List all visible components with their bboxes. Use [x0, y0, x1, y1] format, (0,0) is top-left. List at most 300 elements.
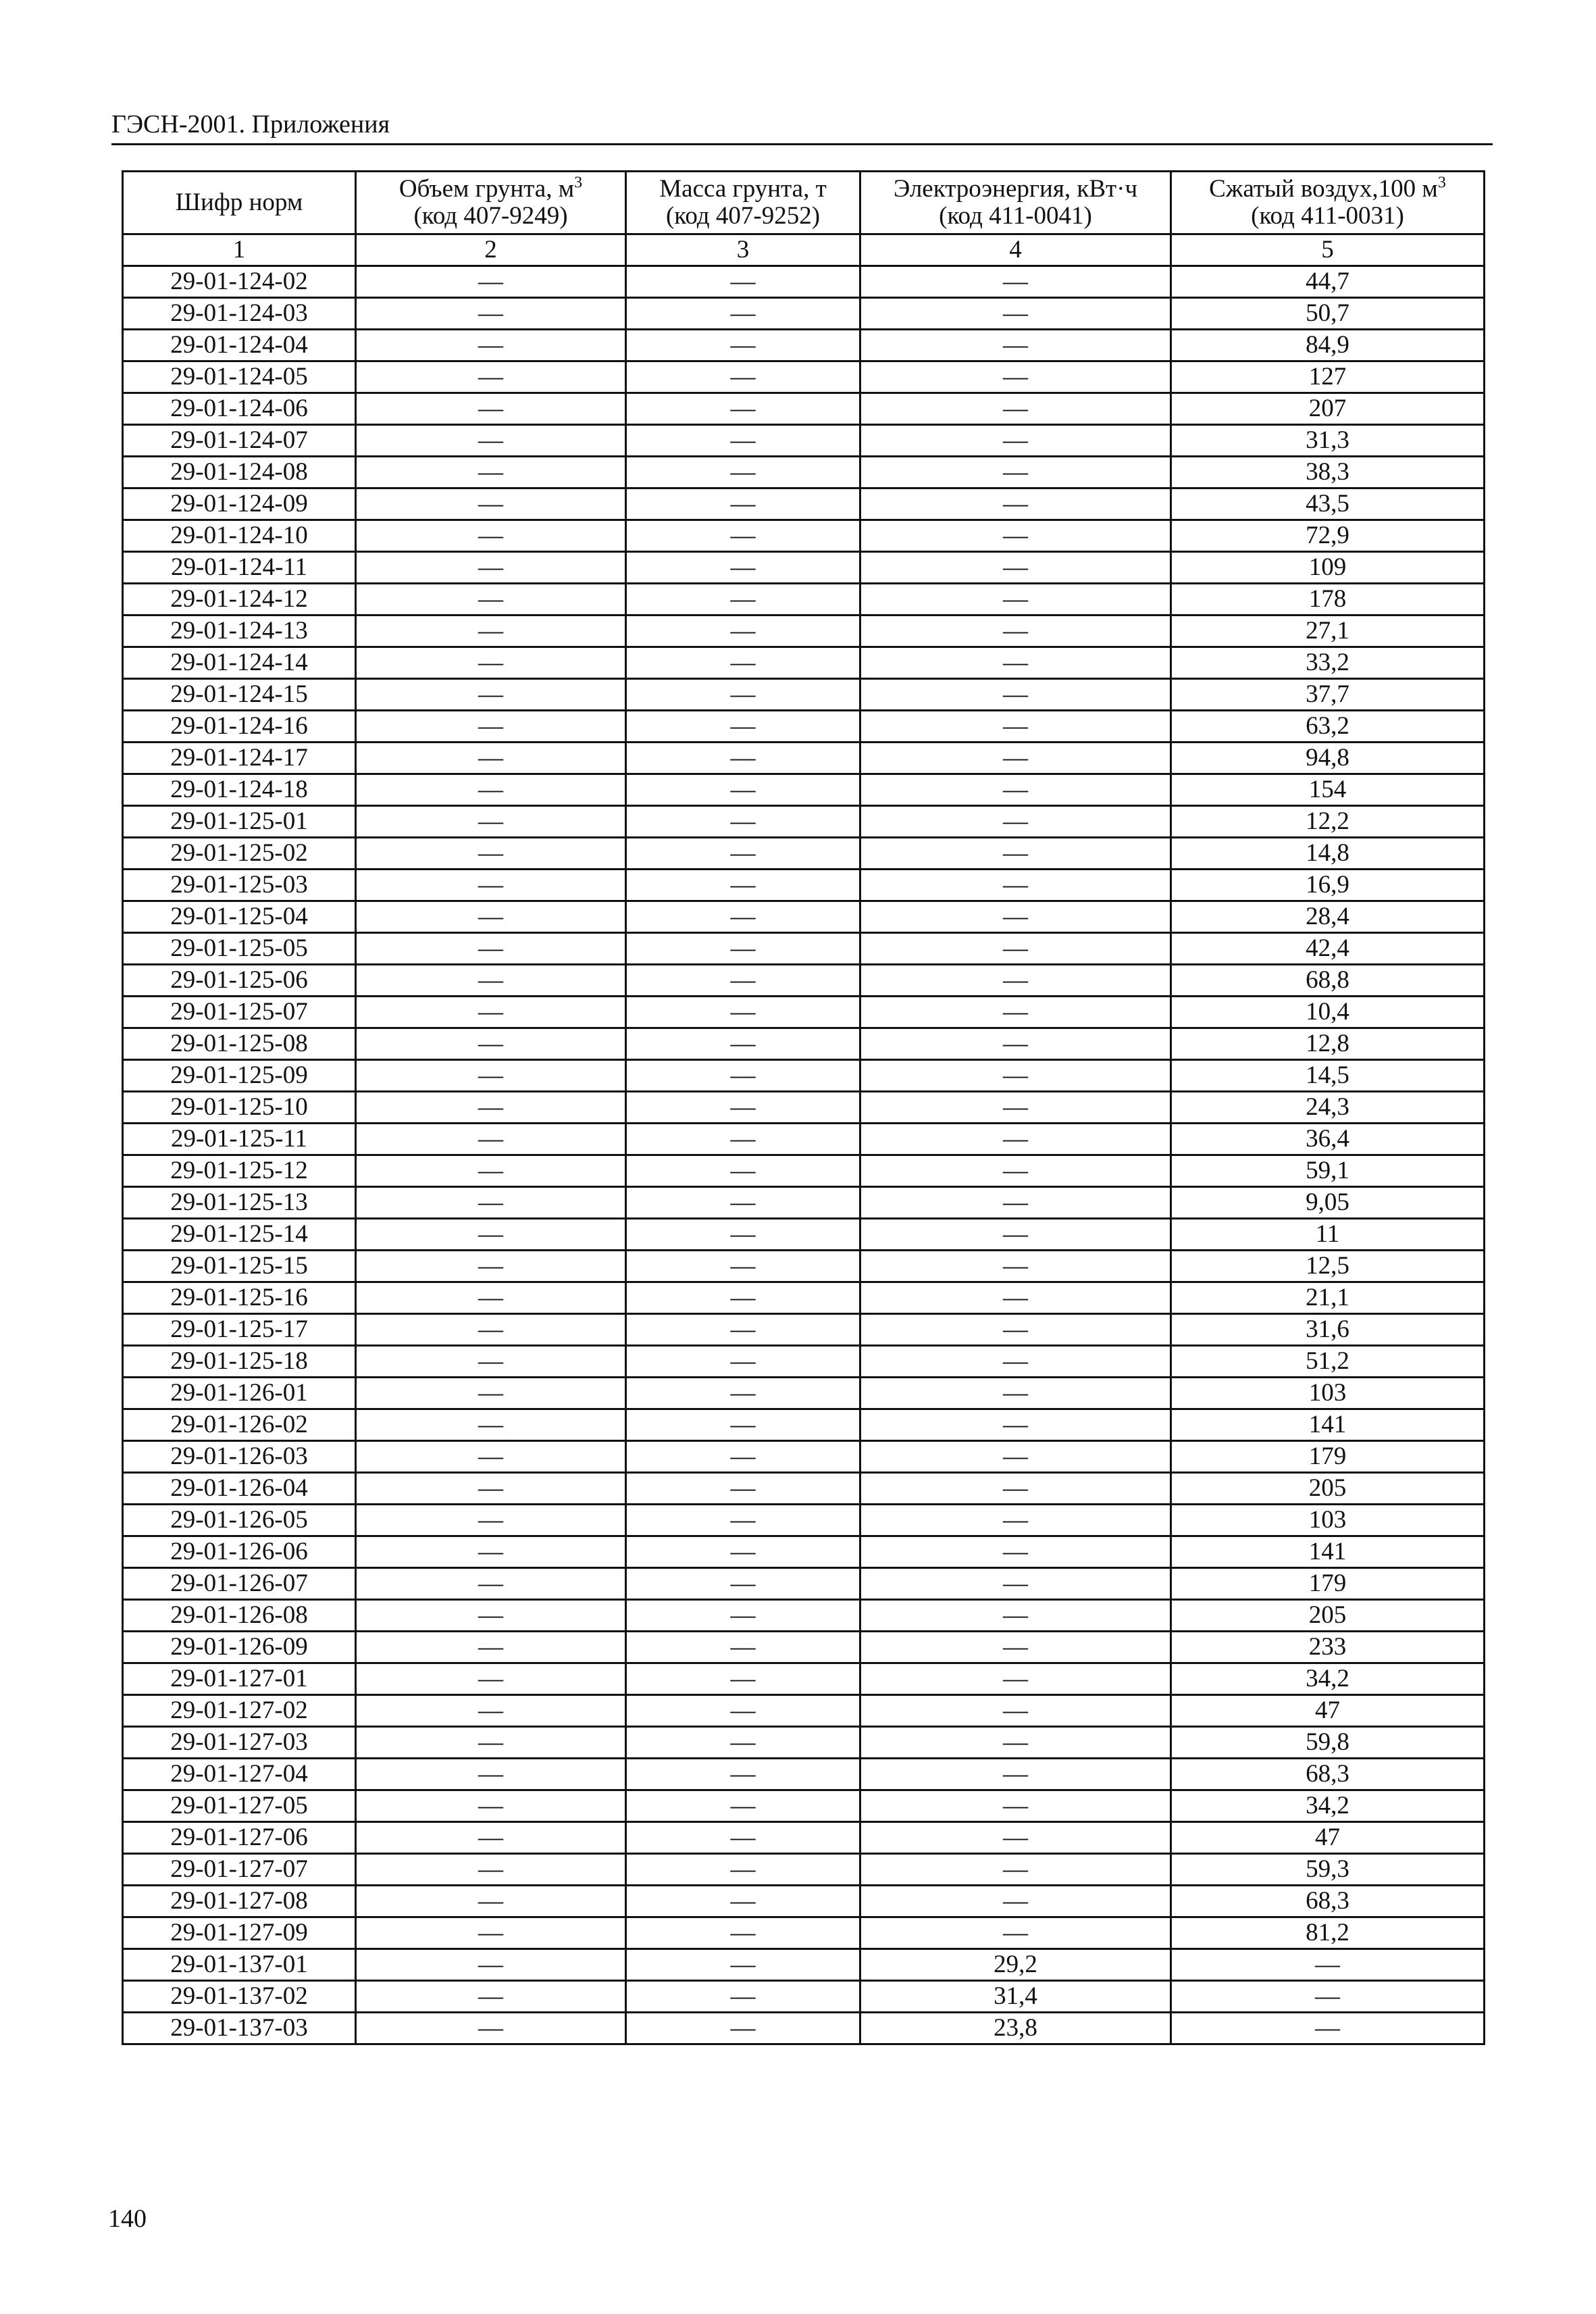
compressed-air-cell: 63,2	[1171, 711, 1485, 743]
soil-volume-cell: —	[356, 1695, 626, 1727]
electricity-cell: —	[860, 997, 1171, 1028]
table-row	[123, 647, 1485, 679]
soil-mass-cell: —	[626, 1727, 860, 1759]
electricity-cell: —	[860, 298, 1171, 330]
soil-volume-cell: —	[356, 1378, 626, 1409]
norm-code-cell: 29-01-124-12	[123, 584, 356, 615]
norm-code-cell: 29-01-126-03	[123, 1441, 356, 1473]
table-row	[123, 584, 1485, 615]
compressed-air-cell: 28,4	[1171, 901, 1485, 933]
table-row	[123, 1378, 1485, 1409]
soil-volume-cell: —	[356, 1727, 626, 1759]
electricity-cell: —	[860, 488, 1171, 520]
compressed-air-cell: 21,1	[1171, 1282, 1485, 1314]
soil-volume-cell: —	[356, 2013, 626, 2044]
norm-code-cell: 29-01-125-18	[123, 1346, 356, 1378]
compressed-air-cell: 94,8	[1171, 743, 1485, 774]
table-row	[123, 1663, 1485, 1695]
soil-volume-cell: —	[356, 806, 626, 838]
table-row	[123, 1219, 1485, 1251]
compressed-air-cell: —	[1171, 1949, 1485, 1981]
soil-volume-cell: —	[356, 1759, 626, 1790]
soil-mass-cell: —	[626, 933, 860, 965]
compressed-air-cell: 12,8	[1171, 1028, 1485, 1060]
electricity-cell: —	[860, 1060, 1171, 1092]
norm-code-cell: 29-01-127-08	[123, 1886, 356, 1917]
norm-code-cell: 29-01-126-07	[123, 1568, 356, 1600]
soil-volume-cell: —	[356, 1473, 626, 1505]
soil-volume-cell: —	[356, 838, 626, 870]
electricity-cell: —	[860, 1378, 1171, 1409]
norm-code-cell: 29-01-125-12	[123, 1155, 356, 1187]
soil-volume-cell: —	[356, 1060, 626, 1092]
table-row	[123, 1600, 1485, 1632]
electricity-cell: —	[860, 1790, 1171, 1822]
norm-code-cell: 29-01-125-16	[123, 1282, 356, 1314]
soil-volume-cell: —	[356, 1124, 626, 1155]
compressed-air-cell: 47	[1171, 1822, 1485, 1854]
soil-volume-cell: —	[356, 361, 626, 393]
norm-code-cell: 29-01-124-15	[123, 679, 356, 711]
table-row	[123, 997, 1485, 1028]
soil-mass-cell: —	[626, 1346, 860, 1378]
soil-mass-cell: —	[626, 584, 860, 615]
compressed-air-cell: 127	[1171, 361, 1485, 393]
norm-code-cell: 29-01-124-13	[123, 615, 356, 647]
soil-mass-cell: —	[626, 488, 860, 520]
compressed-air-cell: 31,6	[1171, 1314, 1485, 1346]
table-row	[123, 552, 1485, 584]
table-row	[123, 1282, 1485, 1314]
table-row	[123, 1695, 1485, 1727]
table-row	[123, 1346, 1485, 1378]
soil-volume-cell: —	[356, 552, 626, 584]
soil-volume-cell: —	[356, 965, 626, 997]
norm-code-cell: 29-01-126-08	[123, 1600, 356, 1632]
norm-code-cell: 29-01-124-06	[123, 393, 356, 425]
soil-mass-cell: —	[626, 1473, 860, 1505]
column-number: 3	[626, 234, 860, 266]
soil-mass-cell: —	[626, 1155, 860, 1187]
soil-volume-cell: —	[356, 1155, 626, 1187]
norm-code-cell: 29-01-127-04	[123, 1759, 356, 1790]
soil-mass-cell: —	[626, 1759, 860, 1790]
soil-mass-cell: —	[626, 997, 860, 1028]
compressed-air-cell: 47	[1171, 1695, 1485, 1727]
soil-mass-cell: —	[626, 266, 860, 298]
compressed-air-cell: 141	[1171, 1536, 1485, 1568]
soil-mass-cell: —	[626, 1854, 860, 1886]
soil-mass-cell: —	[626, 1695, 860, 1727]
compressed-air-cell: 34,2	[1171, 1790, 1485, 1822]
electricity-cell: —	[860, 1727, 1171, 1759]
soil-volume-cell: —	[356, 425, 626, 457]
soil-mass-cell: —	[626, 870, 860, 901]
table-row	[123, 1917, 1485, 1949]
soil-volume-cell: —	[356, 743, 626, 774]
norms-table	[122, 170, 1485, 2045]
soil-volume-cell: —	[356, 1505, 626, 1536]
soil-volume-cell: —	[356, 1092, 626, 1124]
norm-code-cell: 29-01-127-09	[123, 1917, 356, 1949]
column-number: 5	[1171, 234, 1485, 266]
compressed-air-cell: 59,3	[1171, 1854, 1485, 1886]
table-row	[123, 774, 1485, 806]
norm-code-cell: 29-01-125-06	[123, 965, 356, 997]
electricity-cell: —	[860, 1124, 1171, 1155]
compressed-air-cell: 27,1	[1171, 615, 1485, 647]
soil-volume-cell: —	[356, 1536, 626, 1568]
column-header-code-ref: (код 407-9249)	[413, 202, 568, 230]
compressed-air-cell: 16,9	[1171, 870, 1485, 901]
soil-mass-cell: —	[626, 1600, 860, 1632]
table-row	[123, 1949, 1485, 1981]
norm-code-cell: 29-01-125-14	[123, 1219, 356, 1251]
norm-code-cell: 29-01-137-01	[123, 1949, 356, 1981]
norm-code-cell: 29-01-125-01	[123, 806, 356, 838]
norm-code-cell: 29-01-124-18	[123, 774, 356, 806]
compressed-air-cell: —	[1171, 1981, 1485, 2013]
soil-volume-cell: —	[356, 711, 626, 743]
table-row	[123, 361, 1485, 393]
electricity-cell: —	[860, 266, 1171, 298]
electricity-cell: 29,2	[860, 1949, 1171, 1981]
table-row	[123, 1632, 1485, 1663]
electricity-cell: —	[860, 838, 1171, 870]
table-row	[123, 1854, 1485, 1886]
table-row	[123, 1155, 1485, 1187]
norm-code-cell: 29-01-125-08	[123, 1028, 356, 1060]
soil-mass-cell: —	[626, 361, 860, 393]
table-row	[123, 1886, 1485, 1917]
compressed-air-cell: 154	[1171, 774, 1485, 806]
electricity-cell: —	[860, 1251, 1171, 1282]
electricity-cell: —	[860, 330, 1171, 361]
norm-code-cell: 29-01-124-02	[123, 266, 356, 298]
compressed-air-cell: 178	[1171, 584, 1485, 615]
electricity-cell: —	[860, 1632, 1171, 1663]
compressed-air-cell: —	[1171, 2013, 1485, 2044]
soil-mass-cell: —	[626, 1409, 860, 1441]
page-header-title: ГЭСН-2001. Приложения	[111, 110, 390, 139]
compressed-air-cell: 179	[1171, 1568, 1485, 1600]
soil-mass-cell: —	[626, 1886, 860, 1917]
compressed-air-cell: 141	[1171, 1409, 1485, 1441]
electricity-cell: —	[860, 393, 1171, 425]
electricity-cell: —	[860, 1346, 1171, 1378]
norm-code-cell: 29-01-127-02	[123, 1695, 356, 1727]
compressed-air-cell: 68,3	[1171, 1759, 1485, 1790]
compressed-air-cell: 33,2	[1171, 647, 1485, 679]
electricity-cell: —	[860, 1473, 1171, 1505]
soil-volume-cell: —	[356, 1187, 626, 1219]
table-row	[123, 1473, 1485, 1505]
soil-volume-cell: —	[356, 330, 626, 361]
electricity-cell: —	[860, 1822, 1171, 1854]
compressed-air-cell: 205	[1171, 1473, 1485, 1505]
soil-mass-cell: —	[626, 1124, 860, 1155]
norm-code-cell: 29-01-125-05	[123, 933, 356, 965]
soil-mass-cell: —	[626, 520, 860, 552]
norm-code-cell: 29-01-137-02	[123, 1981, 356, 2013]
soil-mass-cell: —	[626, 1663, 860, 1695]
electricity-cell: —	[860, 679, 1171, 711]
electricity-cell: 31,4	[860, 1981, 1171, 2013]
electricity-cell: —	[860, 743, 1171, 774]
electricity-cell: —	[860, 774, 1171, 806]
soil-volume-cell: —	[356, 393, 626, 425]
soil-volume-cell: —	[356, 615, 626, 647]
soil-volume-cell: —	[356, 1600, 626, 1632]
soil-mass-cell: —	[626, 1441, 860, 1473]
soil-mass-cell: —	[626, 1822, 860, 1854]
compressed-air-cell: 103	[1171, 1505, 1485, 1536]
soil-volume-cell: —	[356, 457, 626, 488]
norm-code-cell: 29-01-124-08	[123, 457, 356, 488]
soil-mass-cell: —	[626, 774, 860, 806]
electricity-cell: —	[860, 520, 1171, 552]
soil-volume-cell: —	[356, 901, 626, 933]
soil-volume-cell: —	[356, 774, 626, 806]
norm-code-cell: 29-01-126-01	[123, 1378, 356, 1409]
electricity-cell: —	[860, 647, 1171, 679]
column-header-label: Объем грунта, м	[398, 175, 575, 203]
norm-code-cell: 29-01-127-06	[123, 1822, 356, 1854]
soil-volume-cell: —	[356, 1314, 626, 1346]
electricity-cell: —	[860, 1187, 1171, 1219]
table-row	[123, 457, 1485, 488]
norm-code-cell: 29-01-125-09	[123, 1060, 356, 1092]
compressed-air-cell: 68,8	[1171, 965, 1485, 997]
soil-mass-cell: —	[626, 838, 860, 870]
table-row	[123, 1505, 1485, 1536]
electricity-cell: —	[860, 933, 1171, 965]
soil-volume-cell: —	[356, 298, 626, 330]
electricity-cell: —	[860, 1441, 1171, 1473]
soil-mass-cell: —	[626, 330, 860, 361]
table-row	[123, 425, 1485, 457]
soil-mass-cell: —	[626, 647, 860, 679]
norm-code-cell: 29-01-125-13	[123, 1187, 356, 1219]
norm-code-cell: 29-01-126-04	[123, 1473, 356, 1505]
soil-mass-cell: —	[626, 1981, 860, 2013]
table-row	[123, 1822, 1485, 1854]
soil-volume-cell: —	[356, 1854, 626, 1886]
soil-mass-cell: —	[626, 1378, 860, 1409]
norm-code-cell: 29-01-125-10	[123, 1092, 356, 1124]
soil-mass-cell: —	[626, 711, 860, 743]
norm-code-cell: 29-01-125-11	[123, 1124, 356, 1155]
table-row	[123, 298, 1485, 330]
soil-mass-cell: —	[626, 901, 860, 933]
table-row	[123, 266, 1485, 298]
norm-code-cell: 29-01-126-02	[123, 1409, 356, 1441]
norm-code-cell: 29-01-125-03	[123, 870, 356, 901]
soil-mass-cell: —	[626, 679, 860, 711]
table-row	[123, 2013, 1485, 2044]
soil-mass-cell: —	[626, 1060, 860, 1092]
table-row	[123, 870, 1485, 901]
norm-code-cell: 29-01-125-15	[123, 1251, 356, 1282]
electricity-cell: —	[860, 1409, 1171, 1441]
compressed-air-cell: 233	[1171, 1632, 1485, 1663]
soil-volume-cell: —	[356, 1346, 626, 1378]
column-number: 4	[860, 234, 1171, 266]
soil-volume-cell: —	[356, 647, 626, 679]
soil-mass-cell: —	[626, 1917, 860, 1949]
column-header-compressed-air	[1171, 172, 1485, 234]
compressed-air-cell: 44,7	[1171, 266, 1485, 298]
electricity-cell: —	[860, 361, 1171, 393]
soil-mass-cell: —	[626, 965, 860, 997]
soil-mass-cell: —	[626, 1505, 860, 1536]
norm-code-cell: 29-01-124-11	[123, 552, 356, 584]
table-row	[123, 1092, 1485, 1124]
soil-mass-cell: —	[626, 552, 860, 584]
soil-volume-cell: —	[356, 933, 626, 965]
soil-volume-cell: —	[356, 266, 626, 298]
soil-mass-cell: —	[626, 298, 860, 330]
soil-volume-cell: —	[356, 1441, 626, 1473]
column-header-label: Масса грунта, т	[659, 175, 827, 203]
unit-superscript: 3	[574, 174, 583, 192]
norm-code-cell: 29-01-124-05	[123, 361, 356, 393]
norm-code-cell: 29-01-124-09	[123, 488, 356, 520]
compressed-air-cell: 31,3	[1171, 425, 1485, 457]
table-row	[123, 933, 1485, 965]
soil-volume-cell: —	[356, 1822, 626, 1854]
electricity-cell: —	[860, 1886, 1171, 1917]
compressed-air-cell: 34,2	[1171, 1663, 1485, 1695]
compressed-air-cell: 59,1	[1171, 1155, 1485, 1187]
norm-code-cell: 29-01-127-05	[123, 1790, 356, 1822]
norm-code-cell: 29-01-124-03	[123, 298, 356, 330]
compressed-air-cell: 12,2	[1171, 806, 1485, 838]
soil-volume-cell: —	[356, 1663, 626, 1695]
compressed-air-cell: 11	[1171, 1219, 1485, 1251]
compressed-air-cell: 9,05	[1171, 1187, 1485, 1219]
table-header	[123, 172, 1485, 266]
column-header-label: Шифр норм	[175, 188, 303, 216]
column-header-soil-mass	[626, 172, 860, 234]
soil-volume-cell: —	[356, 1251, 626, 1282]
table-row	[123, 679, 1485, 711]
soil-mass-cell: —	[626, 1790, 860, 1822]
soil-mass-cell: —	[626, 393, 860, 425]
table-row	[123, 838, 1485, 870]
compressed-air-cell: 12,5	[1171, 1251, 1485, 1282]
soil-mass-cell: —	[626, 1187, 860, 1219]
compressed-air-cell: 84,9	[1171, 330, 1485, 361]
soil-mass-cell: —	[626, 615, 860, 647]
compressed-air-cell: 179	[1171, 1441, 1485, 1473]
table-row	[123, 1028, 1485, 1060]
compressed-air-cell: 51,2	[1171, 1346, 1485, 1378]
compressed-air-cell: 68,3	[1171, 1886, 1485, 1917]
electricity-cell: —	[860, 1219, 1171, 1251]
column-number: 2	[356, 234, 626, 266]
compressed-air-cell: 59,8	[1171, 1727, 1485, 1759]
table-row	[123, 615, 1485, 647]
table-row	[123, 1251, 1485, 1282]
compressed-air-cell: 42,4	[1171, 933, 1485, 965]
norm-code-cell: 29-01-127-01	[123, 1663, 356, 1695]
column-header-code-ref: (код 407-9252)	[665, 202, 821, 230]
table-row	[123, 1187, 1485, 1219]
table-row	[123, 1409, 1485, 1441]
electricity-cell: —	[860, 615, 1171, 647]
soil-volume-cell: —	[356, 1219, 626, 1251]
electricity-cell: —	[860, 1759, 1171, 1790]
table-row	[123, 1314, 1485, 1346]
soil-mass-cell: —	[626, 806, 860, 838]
electricity-cell: —	[860, 901, 1171, 933]
soil-mass-cell: —	[626, 1092, 860, 1124]
electricity-cell: —	[860, 1536, 1171, 1568]
column-number: 1	[123, 234, 356, 266]
table-row	[123, 1759, 1485, 1790]
compressed-air-cell: 43,5	[1171, 488, 1485, 520]
norm-code-cell: 29-01-127-03	[123, 1727, 356, 1759]
compressed-air-cell: 10,4	[1171, 997, 1485, 1028]
table-row	[123, 711, 1485, 743]
table-body	[123, 266, 1485, 2044]
norm-code-cell: 29-01-124-10	[123, 520, 356, 552]
table-row	[123, 965, 1485, 997]
soil-mass-cell: —	[626, 1028, 860, 1060]
column-header-code	[123, 172, 356, 234]
compressed-air-cell: 50,7	[1171, 298, 1485, 330]
compressed-air-cell: 37,7	[1171, 679, 1485, 711]
electricity-cell: —	[860, 711, 1171, 743]
compressed-air-cell: 24,3	[1171, 1092, 1485, 1124]
electricity-cell: —	[860, 1282, 1171, 1314]
soil-mass-cell: —	[626, 2013, 860, 2044]
soil-mass-cell: —	[626, 457, 860, 488]
compressed-air-cell: 14,5	[1171, 1060, 1485, 1092]
soil-volume-cell: —	[356, 1790, 626, 1822]
compressed-air-cell: 103	[1171, 1378, 1485, 1409]
electricity-cell: —	[860, 425, 1171, 457]
norm-code-cell: 29-01-126-06	[123, 1536, 356, 1568]
soil-mass-cell: —	[626, 743, 860, 774]
norm-code-cell: 29-01-125-02	[123, 838, 356, 870]
column-header-code-ref: (код 411-0031)	[1251, 202, 1404, 230]
electricity-cell: —	[860, 552, 1171, 584]
table-row	[123, 1790, 1485, 1822]
electricity-cell: —	[860, 1695, 1171, 1727]
soil-mass-cell: —	[626, 1282, 860, 1314]
table-row	[123, 806, 1485, 838]
soil-volume-cell: —	[356, 870, 626, 901]
unit-superscript: 3	[1437, 174, 1446, 192]
compressed-air-cell: 81,2	[1171, 1917, 1485, 1949]
column-header-soil-volume	[356, 172, 626, 234]
table-row	[123, 901, 1485, 933]
electricity-cell: —	[860, 1314, 1171, 1346]
table-row	[123, 1124, 1485, 1155]
soil-mass-cell: —	[626, 1632, 860, 1663]
soil-volume-cell: —	[356, 520, 626, 552]
electricity-cell: —	[860, 1505, 1171, 1536]
soil-mass-cell: —	[626, 1251, 860, 1282]
electricity-cell: —	[860, 870, 1171, 901]
soil-volume-cell: —	[356, 1949, 626, 1981]
table-row	[123, 393, 1485, 425]
electricity-cell: —	[860, 1600, 1171, 1632]
norm-code-cell: 29-01-124-14	[123, 647, 356, 679]
electricity-cell: 23,8	[860, 2013, 1171, 2044]
